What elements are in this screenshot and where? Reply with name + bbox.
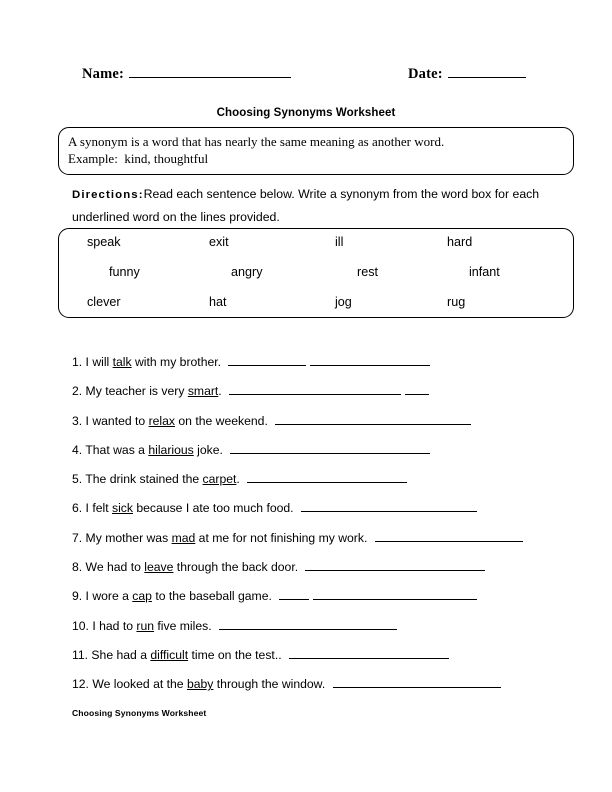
- answer-line[interactable]: [229, 384, 401, 395]
- question-text-before: That was a: [82, 442, 149, 457]
- date-label: Date:: [408, 66, 443, 82]
- answer-line[interactable]: [405, 384, 429, 395]
- question-text: [72, 531, 371, 545]
- question-number: 7.: [72, 530, 83, 545]
- underlined-word: cap: [132, 589, 152, 604]
- underlined-word: leave: [144, 560, 174, 575]
- question-text: [72, 443, 226, 457]
- question-number: 1.: [72, 355, 83, 369]
- question-text: [72, 414, 271, 428]
- question-text: [72, 472, 243, 486]
- question-text-before: We looked at the: [88, 677, 187, 692]
- word-bank-word: jog: [335, 295, 352, 309]
- underlined-word: smart: [187, 384, 219, 399]
- name-field-group: [82, 66, 291, 83]
- question-number: 3.: [72, 413, 83, 428]
- word-bank-word: funny: [109, 265, 140, 279]
- question-text-before: She had a: [88, 647, 151, 662]
- word-bank-row: [59, 235, 575, 265]
- question-item: [72, 588, 572, 617]
- question-text: [72, 384, 225, 398]
- question-text-before: My teacher is very: [82, 384, 188, 399]
- question-text-before: I had to: [88, 618, 137, 633]
- date-input-rule[interactable]: [448, 66, 526, 78]
- question-text-after: on the weekend.: [175, 413, 272, 428]
- underlined-word: difficult: [150, 647, 189, 662]
- question-item: [72, 676, 572, 705]
- question-item: [72, 618, 572, 647]
- question-item: [72, 354, 572, 383]
- answer-line[interactable]: [228, 355, 306, 366]
- word-bank-row: [59, 295, 575, 325]
- word-bank-row: [59, 265, 575, 295]
- answer-line[interactable]: [219, 619, 397, 630]
- question-text-after: .: [236, 472, 244, 487]
- question-text-after: through the back door.: [173, 560, 302, 575]
- question-text-before: I will: [82, 355, 113, 369]
- page-title: Choosing Synonyms Worksheet: [216, 107, 396, 119]
- question-item: [72, 471, 572, 500]
- question-text: [72, 619, 215, 633]
- question-item: [72, 647, 572, 676]
- word-bank-word: hat: [209, 295, 227, 309]
- answer-line[interactable]: [305, 560, 485, 571]
- question-item: [72, 383, 572, 412]
- question-text: [72, 501, 297, 515]
- question-text: [72, 648, 285, 662]
- question-number: 10.: [72, 618, 89, 633]
- question-text-after: .: [218, 384, 226, 399]
- underlined-word: talk: [112, 355, 132, 369]
- question-text-after: time on the test..: [188, 647, 285, 662]
- question-text: [72, 677, 329, 691]
- question-text-before: I wore a: [82, 589, 133, 604]
- underlined-word: sick: [111, 501, 133, 516]
- question-number: 2.: [72, 384, 83, 399]
- question-text-after: five miles.: [154, 618, 215, 633]
- question-text-before: The drink stained the: [82, 472, 203, 487]
- question-text: [72, 589, 275, 603]
- question-item: [72, 559, 572, 588]
- underlined-word: relax: [148, 413, 175, 428]
- word-bank-word: hard: [447, 235, 473, 249]
- question-item: [72, 442, 572, 471]
- answer-line[interactable]: [333, 677, 501, 688]
- answer-line[interactable]: [375, 531, 523, 542]
- word-bank-word: ill: [335, 235, 344, 249]
- question-number: 6.: [72, 501, 83, 516]
- question-number: 11.: [72, 647, 89, 662]
- answer-line[interactable]: [279, 589, 309, 600]
- question-text-after: through the window.: [213, 677, 329, 692]
- footer-label: Choosing Synonyms Worksheet: [72, 708, 207, 718]
- answer-line[interactable]: [310, 355, 430, 366]
- name-label: Name:: [82, 66, 125, 82]
- answer-line[interactable]: [301, 501, 477, 512]
- questions-list: [72, 354, 572, 706]
- question-text-before: I wanted to: [82, 413, 149, 428]
- word-bank-word: clever: [87, 295, 121, 309]
- question-text: [72, 355, 224, 369]
- question-text-before: We had to: [82, 560, 145, 575]
- definition-line-1: A synonym is a word that has nearly the same meaning as another word.: [68, 134, 445, 149]
- word-bank-word: angry: [231, 265, 263, 279]
- underlined-word: mad: [171, 530, 196, 545]
- question-number: 4.: [72, 442, 83, 457]
- answer-line[interactable]: [289, 648, 449, 659]
- question-number: 12.: [72, 677, 89, 692]
- directions-block: [72, 183, 562, 228]
- underlined-word: carpet: [202, 472, 237, 487]
- word-bank-word: speak: [87, 235, 121, 249]
- definition-line-2: Example: kind, thoughtful: [68, 150, 209, 166]
- question-number: 9.: [72, 589, 83, 604]
- definition-box: [58, 127, 574, 175]
- word-bank-word: exit: [209, 235, 229, 249]
- question-text-after: to the baseball game.: [151, 589, 276, 604]
- date-field-group: [408, 66, 526, 83]
- word-bank-box: [58, 228, 574, 318]
- answer-line[interactable]: [275, 414, 471, 425]
- question-number: 5.: [72, 472, 83, 487]
- answer-line[interactable]: [247, 472, 407, 483]
- name-input-rule[interactable]: [129, 66, 291, 78]
- question-text-after: with my brother.: [131, 355, 225, 369]
- question-text-after: joke.: [193, 442, 227, 457]
- directions-label: Directions:: [72, 189, 144, 201]
- question-item: [72, 500, 572, 529]
- answer-line[interactable]: [313, 589, 477, 600]
- underlined-word: run: [136, 618, 155, 633]
- word-bank-word: rug: [447, 295, 466, 309]
- question-text-before: My mother was: [82, 530, 172, 545]
- word-bank-word: infant: [469, 265, 500, 279]
- question-text-before: I felt: [82, 501, 112, 516]
- question-item: [72, 530, 572, 559]
- question-item: [72, 413, 572, 442]
- question-number: 8.: [72, 560, 83, 575]
- directions-body: Read each sentence below. Write a synonym from the word box for each underlined word on the lines provided.: [72, 187, 540, 224]
- underlined-word: hilarious: [148, 442, 194, 457]
- answer-line[interactable]: [230, 443, 430, 454]
- question-text-after: at me for not finishing my work.: [195, 530, 371, 545]
- question-text: [72, 560, 301, 574]
- underlined-word: baby: [186, 677, 214, 692]
- word-bank-word: rest: [357, 265, 378, 279]
- header-row: [0, 66, 612, 90]
- question-text-after: because I ate too much food.: [132, 501, 297, 516]
